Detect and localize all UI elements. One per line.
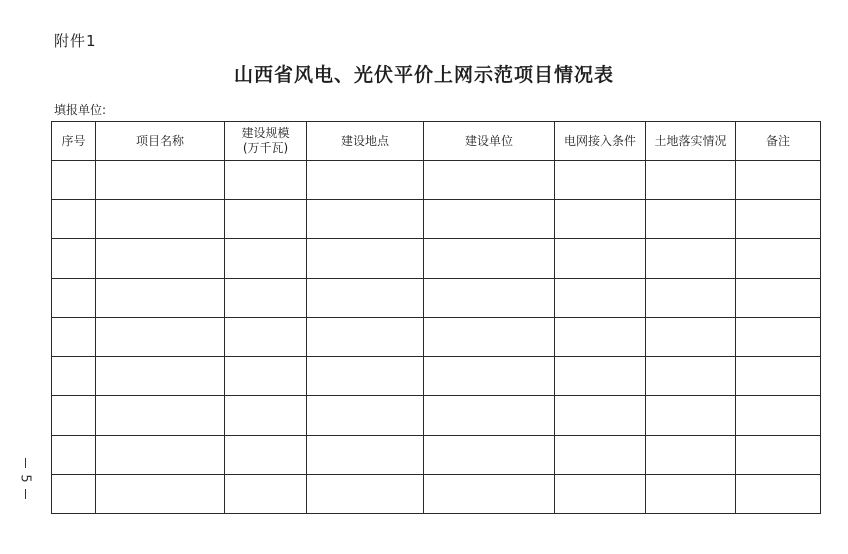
reporting-unit-label: 填报单位: [54, 103, 107, 117]
table-cell [646, 435, 736, 474]
table-cell [52, 161, 96, 200]
table-row [52, 239, 821, 278]
table-cell [555, 161, 646, 200]
table-row [52, 317, 821, 356]
table-cell [52, 239, 96, 278]
table-cell [736, 357, 821, 396]
table-cell [736, 474, 821, 513]
table-cell [225, 357, 307, 396]
header-remarks: 备注 [736, 122, 821, 161]
table-cell [96, 161, 225, 200]
header-construction-location: 建设地点 [307, 122, 424, 161]
header-construction-scale: 建设规模 (万千瓦) [225, 122, 307, 161]
table-header-row [52, 122, 821, 161]
table-cell [736, 161, 821, 200]
page-number-dash-bottom [25, 489, 26, 499]
table-row [52, 435, 821, 474]
table-cell [96, 396, 225, 435]
table-cell [736, 239, 821, 278]
table-cell [424, 278, 555, 317]
table-cell [307, 357, 424, 396]
table-cell [307, 317, 424, 356]
table-cell [225, 396, 307, 435]
table-cell [96, 317, 225, 356]
table-cell [307, 161, 424, 200]
table-cell [555, 396, 646, 435]
document-title: 山西省风电、光伏平价上网示范项目情况表 [233, 64, 614, 86]
table-cell [646, 474, 736, 513]
table-cell [646, 396, 736, 435]
table-cell [424, 396, 555, 435]
table-cell [96, 435, 225, 474]
table-cell [225, 161, 307, 200]
table-cell [225, 239, 307, 278]
table-cell [96, 357, 225, 396]
table-cell [736, 435, 821, 474]
table-cell [307, 474, 424, 513]
table-cell [555, 200, 646, 239]
table-cell [307, 239, 424, 278]
table-cell [736, 396, 821, 435]
table-cell [96, 474, 225, 513]
table-cell [52, 317, 96, 356]
page-number-dash-top [25, 458, 26, 468]
table-cell [646, 317, 736, 356]
header-project-name: 项目名称 [96, 122, 225, 161]
table-cell [225, 435, 307, 474]
table-cell [646, 161, 736, 200]
table-cell [52, 396, 96, 435]
table-cell [52, 200, 96, 239]
table-cell [736, 317, 821, 356]
table-cell [424, 200, 555, 239]
table-row [52, 161, 821, 200]
table-cell [424, 474, 555, 513]
table-cell [424, 161, 555, 200]
table-cell [424, 317, 555, 356]
attachment-label: 附件1 [54, 32, 97, 50]
table-cell [736, 278, 821, 317]
table-row [52, 200, 821, 239]
table-cell [52, 278, 96, 317]
table-cell [555, 474, 646, 513]
table-cell [225, 278, 307, 317]
table-row [52, 278, 821, 317]
table-cell [424, 357, 555, 396]
table-cell [96, 200, 225, 239]
page-number: 5 [17, 474, 33, 483]
table-cell [96, 239, 225, 278]
table-cell [555, 357, 646, 396]
table-row [52, 396, 821, 435]
table-cell [646, 239, 736, 278]
table-cell [52, 474, 96, 513]
header-grid-access-conditions: 电网接入条件 [555, 122, 646, 161]
header-serial-number: 序号 [52, 122, 96, 161]
table-cell [225, 200, 307, 239]
table-cell [225, 317, 307, 356]
table-cell [307, 200, 424, 239]
table-cell [646, 200, 736, 239]
header-construction-unit: 建设单位 [424, 122, 555, 161]
table-cell [555, 239, 646, 278]
table-cell [424, 435, 555, 474]
header-land-status: 土地落实情况 [646, 122, 736, 161]
project-info-table [51, 121, 821, 514]
table-cell [307, 396, 424, 435]
table-cell [52, 435, 96, 474]
table-cell [424, 239, 555, 278]
table-cell [555, 317, 646, 356]
table-cell [307, 435, 424, 474]
table-cell [225, 474, 307, 513]
page-number-marker [18, 458, 32, 499]
table-cell [555, 278, 646, 317]
table-cell [555, 435, 646, 474]
table-cell [646, 357, 736, 396]
table-cell [646, 278, 736, 317]
table-cell [736, 200, 821, 239]
table-cell [307, 278, 424, 317]
table-row [52, 474, 821, 513]
table-row [52, 357, 821, 396]
table-cell [96, 278, 225, 317]
table-cell [52, 357, 96, 396]
table-body [52, 161, 821, 514]
